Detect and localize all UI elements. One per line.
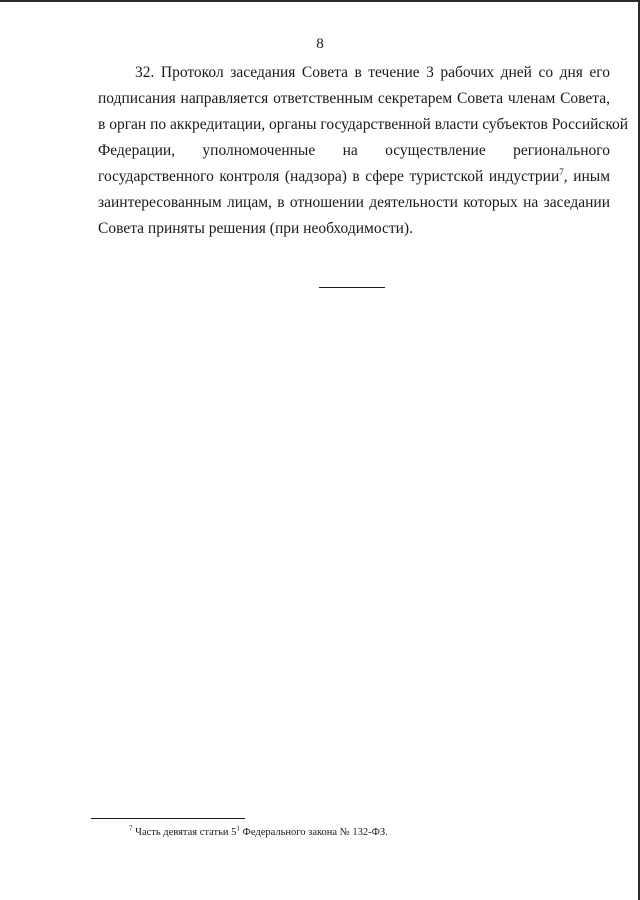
paragraph-line: заинтересованным лицам, в отношении деятельности которых на заседании bbox=[98, 194, 610, 211]
page-number: 8 bbox=[316, 36, 324, 52]
paragraph-line: в орган по аккредитации, органы государственной власти субъектов Российской bbox=[98, 116, 629, 133]
page-edge-top bbox=[0, 0, 640, 2]
footnote-superscript: 1 bbox=[236, 824, 240, 833]
paragraph-line-text: , иным bbox=[563, 168, 611, 185]
paragraph-line-text: государственного контроля (надзора) в сфере туристской индустрии bbox=[98, 168, 560, 185]
footnote-separator bbox=[91, 818, 245, 819]
footnote-reference[interactable]: 7 bbox=[559, 166, 564, 177]
paragraph-line: Федерации, уполномоченные на осуществление регионального bbox=[98, 142, 610, 159]
footnote-text: Часть девятая статьи 5 bbox=[132, 827, 237, 838]
paragraph-line: 32. Протокол заседания Совета в течение 3 рабочих дней со дня его bbox=[135, 64, 610, 81]
paragraph-line: подписания направляется ответственным секретарем Совета членам Совета, bbox=[98, 90, 610, 107]
footnote-marker: 7 bbox=[129, 824, 133, 833]
paragraph-line: Совета приняты решения (при необходимости). bbox=[98, 220, 413, 237]
paragraph-32 bbox=[98, 60, 629, 242]
paragraph-line-with-footnote bbox=[98, 164, 610, 190]
end-of-text-rule bbox=[319, 287, 385, 288]
footnote bbox=[129, 826, 388, 840]
footnote-text: Федерального закона № 132-ФЗ. bbox=[239, 827, 388, 838]
